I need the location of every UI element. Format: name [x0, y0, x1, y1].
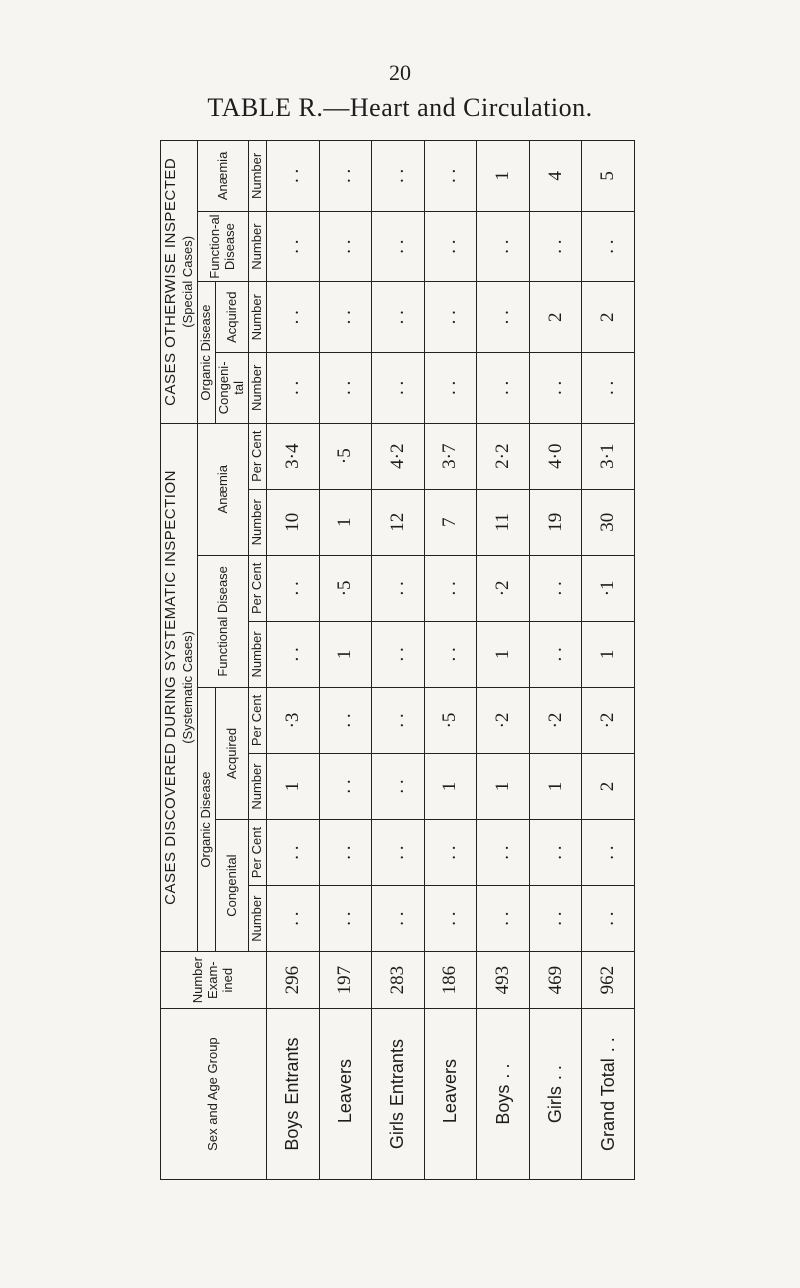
cell-functional-num: 1: [582, 621, 635, 687]
cell-anaemia-pct: 3·1: [582, 423, 635, 489]
sp-anaemia-header: Anæmia: [198, 141, 249, 212]
cell-congenital-pct: . .: [582, 820, 635, 886]
col-number: Number: [249, 282, 267, 353]
cell-sp-functional: . .: [266, 211, 319, 282]
cell-sp-anaemia: 5: [582, 141, 635, 212]
cell-functional-num: 1: [477, 621, 530, 687]
cell-sp-acquired: . .: [319, 282, 372, 353]
cell-anaemia-pct: ·5: [319, 423, 372, 489]
row-subgroup: . .: [545, 1065, 566, 1081]
cell-anaemia-num: 11: [477, 489, 530, 555]
row-subgroup: . .: [597, 1037, 618, 1053]
row-group: Girls: [387, 1112, 408, 1150]
table-row: [319, 141, 372, 1180]
cell-examined: 296: [266, 952, 319, 1009]
cell-congenital-pct: . .: [319, 820, 372, 886]
cell-examined: 186: [424, 952, 477, 1009]
row-group: Girls: [545, 1086, 566, 1124]
cell-sp-anaemia: . .: [424, 141, 477, 212]
cell-acquired-num: 1: [529, 754, 582, 820]
cell-sp-acquired: . .: [266, 282, 319, 353]
col-number: Number: [249, 754, 267, 820]
special-title: CASES OTHERWISE INSPECTED: [162, 157, 179, 406]
cell-examined: 962: [582, 952, 635, 1009]
cell-congenital-pct: . .: [477, 820, 530, 886]
cell-congenital-num: . .: [582, 886, 635, 952]
sp-functional-header: Function-al Disease: [198, 211, 249, 282]
cell-anaemia-pct: 3·7: [424, 423, 477, 489]
cell-functional-pct: . .: [372, 555, 425, 621]
cell-sp-functional: . .: [582, 211, 635, 282]
cell-congenital-num: . .: [424, 886, 477, 952]
cell-anaemia-num: 1: [319, 489, 372, 555]
row-label: [424, 1009, 477, 1180]
row-group: Boys: [282, 1110, 303, 1151]
cell-examined: 469: [529, 952, 582, 1009]
sys-functional-header: Functional Disease: [198, 555, 249, 687]
table-title: TABLE R.—Heart and Circulation.: [207, 93, 593, 122]
row-label: [477, 1009, 530, 1180]
special-header: [161, 141, 198, 424]
cell-sp-congenital: . .: [424, 353, 477, 424]
cell-congenital-num: . .: [372, 886, 425, 952]
cell-sp-congenital: . .: [477, 353, 530, 424]
cell-congenital-num: . .: [266, 886, 319, 952]
sp-organic-header: Organic Disease: [198, 282, 216, 423]
table-row: [372, 141, 425, 1180]
sys-congenital-header: Congenital: [216, 820, 249, 952]
cell-acquired-pct: ·3: [266, 687, 319, 753]
cell-acquired-num: 1: [424, 754, 477, 820]
cell-anaemia-num: 12: [372, 489, 425, 555]
cell-anaemia-pct: 2·2: [477, 423, 530, 489]
cell-examined: 283: [372, 952, 425, 1009]
sp-congenital-header: Congeni-tal: [216, 353, 249, 424]
cell-sp-functional: . .: [477, 211, 530, 282]
cell-sp-anaemia: 4: [529, 141, 582, 212]
cell-acquired-pct: . .: [372, 687, 425, 753]
cell-acquired-pct: ·2: [582, 687, 635, 753]
cell-sp-functional: . .: [529, 211, 582, 282]
cell-functional-pct: . .: [266, 555, 319, 621]
cell-congenital-pct: . .: [424, 820, 477, 886]
cell-sp-congenital: . .: [319, 353, 372, 424]
col-per-cent: Per Cent: [249, 555, 267, 621]
row-label: [372, 1009, 425, 1180]
cell-acquired-num: . .: [319, 754, 372, 820]
cell-anaemia-num: 10: [266, 489, 319, 555]
special-subtitle: (Special Cases): [180, 235, 196, 328]
cell-sp-acquired: 2: [582, 282, 635, 353]
cell-sp-congenital: . .: [529, 353, 582, 424]
systematic-header: [161, 423, 198, 952]
cell-sp-acquired: . .: [477, 282, 530, 353]
col-per-cent: Per Cent: [249, 820, 267, 886]
cell-acquired-pct: . .: [319, 687, 372, 753]
cell-sp-anaemia: 1: [477, 141, 530, 212]
cell-functional-num: 1: [319, 621, 372, 687]
cell-acquired-num: 1: [266, 754, 319, 820]
col-number: Number: [249, 211, 267, 282]
table-row: [582, 141, 635, 1180]
cell-acquired-pct: ·2: [529, 687, 582, 753]
col-per-cent: Per Cent: [249, 687, 267, 753]
heart-circulation-table: [160, 140, 635, 1180]
cell-sp-congenital: . .: [372, 353, 425, 424]
cell-anaemia-pct: 4·2: [372, 423, 425, 489]
number-examined-header: Number Exam-ined: [161, 952, 267, 1009]
cell-congenital-num: . .: [319, 886, 372, 952]
cell-congenital-num: . .: [529, 886, 582, 952]
col-number: Number: [249, 886, 267, 952]
cell-anaemia-pct: 3·4: [266, 423, 319, 489]
sys-anaemia-header: Anæmia: [198, 423, 249, 555]
row-subgroup: Entrants: [387, 1039, 408, 1107]
col-per-cent: Per Cent: [249, 423, 267, 489]
col-number: Number: [249, 141, 267, 212]
cell-sp-anaemia: . .: [372, 141, 425, 212]
cell-congenital-num: . .: [477, 886, 530, 952]
sex-age-header: Sex and Age Group: [161, 1009, 267, 1180]
sp-acquired-header: Acquired: [216, 282, 249, 353]
cell-functional-pct: ·2: [477, 555, 530, 621]
cell-congenital-pct: . .: [529, 820, 582, 886]
page-number: 20: [389, 60, 411, 85]
cell-sp-congenital: . .: [582, 353, 635, 424]
cell-anaemia-pct: 4·0: [529, 423, 582, 489]
row-label: [529, 1009, 582, 1180]
cell-acquired-num: 2: [582, 754, 635, 820]
cell-anaemia-num: 7: [424, 489, 477, 555]
col-number: Number: [249, 621, 267, 687]
row-group: Grand Total: [597, 1058, 618, 1151]
cell-examined: 493: [477, 952, 530, 1009]
cell-acquired-num: 1: [477, 754, 530, 820]
cell-functional-pct: ·5: [319, 555, 372, 621]
systematic-title: CASES DISCOVERED DURING SYSTEMATIC INSPECTION: [162, 470, 179, 905]
cell-anaemia-num: 30: [582, 489, 635, 555]
cell-functional-pct: ·1: [582, 555, 635, 621]
row-label: [319, 1009, 372, 1180]
systematic-subtitle: (Systematic Cases): [180, 631, 196, 744]
cell-functional-num: . .: [529, 621, 582, 687]
table-row: [477, 141, 530, 1180]
cell-sp-functional: . .: [424, 211, 477, 282]
table-row: [529, 141, 582, 1180]
cell-sp-anaemia: . .: [266, 141, 319, 212]
cell-functional-num: . .: [372, 621, 425, 687]
cell-sp-functional: . .: [319, 211, 372, 282]
cell-acquired-pct: ·2: [477, 687, 530, 753]
cell-examined: 197: [319, 952, 372, 1009]
col-number: Number: [249, 489, 267, 555]
table-row: [266, 141, 319, 1180]
table-body: [266, 141, 634, 1180]
cell-acquired-num: . .: [372, 754, 425, 820]
cell-sp-acquired: . .: [424, 282, 477, 353]
cell-anaemia-num: 19: [529, 489, 582, 555]
cell-congenital-pct: . .: [266, 820, 319, 886]
cell-functional-num: . .: [424, 621, 477, 687]
cell-functional-pct: . .: [529, 555, 582, 621]
cell-congenital-pct: . .: [372, 820, 425, 886]
row-subgroup: Leavers: [439, 1059, 460, 1124]
row-subgroup: Entrants: [282, 1037, 303, 1105]
col-number: Number: [249, 353, 267, 424]
table-row: [424, 141, 477, 1180]
cell-acquired-pct: ·5: [424, 687, 477, 753]
cell-functional-pct: . .: [424, 555, 477, 621]
sys-organic-header: Organic Disease: [198, 687, 216, 951]
cell-functional-num: . .: [266, 621, 319, 687]
cell-sp-anaemia: . .: [319, 141, 372, 212]
cell-sp-acquired: . .: [372, 282, 425, 353]
cell-sp-acquired: 2: [529, 282, 582, 353]
cell-sp-functional: . .: [372, 211, 425, 282]
sys-acquired-header: Acquired: [216, 687, 249, 819]
row-label: [266, 1009, 319, 1180]
row-label: [582, 1009, 635, 1180]
row-subgroup: . .: [492, 1063, 513, 1079]
row-subgroup: Leavers: [334, 1059, 355, 1124]
cell-sp-congenital: . .: [266, 353, 319, 424]
row-group: Boys: [492, 1084, 513, 1125]
rotated-table-wrapper: [160, 140, 635, 1180]
